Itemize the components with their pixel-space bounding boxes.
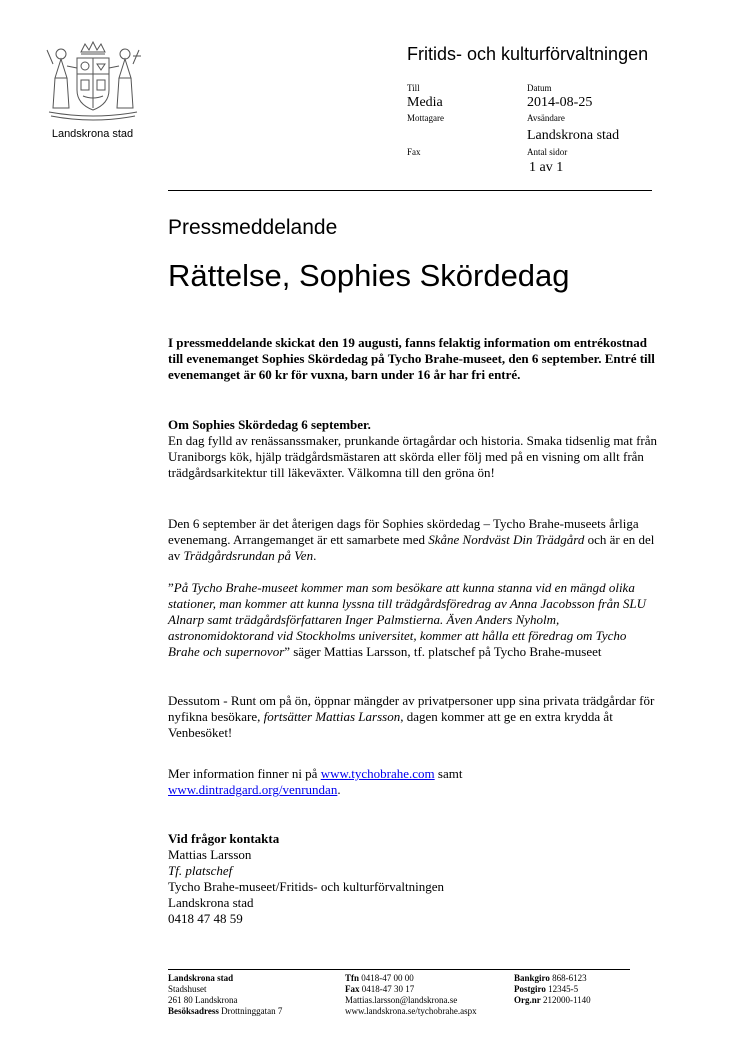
about-text: En dag fylld av renässanssmaker, prunkande örtagårdar och historia. Smaka tidsenlig mat från Uraniborgs kök, hjälp trädgårdsmästaren att skörda eller följ med på en visning om allt från trädgårdsarkitektur till läkeväxter. Välkomna till den gröna ön! bbox=[168, 433, 657, 480]
footer-tfn-value: 0418-47 00 00 bbox=[359, 973, 414, 983]
header-divider bbox=[168, 190, 652, 191]
paragraph-2 bbox=[168, 516, 658, 564]
p2-text-a: Den 6 september är det återigen dags för Sophies skördedag – Tycho Brahe-museets årliga evenemang. Arrangemanget är ett samarbete med bbox=[168, 516, 639, 547]
document-type: Pressmeddelande bbox=[168, 216, 338, 239]
p4-text-a: Dessutom - Runt om på ön, öppnar mängder av privatpersoner upp sina privata trädgårdar för nyfikna besökare, bbox=[168, 693, 655, 724]
contact-name: Mattias Larsson bbox=[168, 847, 252, 862]
quote-open: ” bbox=[168, 580, 174, 595]
mottagare-label: Mottagare bbox=[407, 113, 444, 123]
footer-visit-address: Drottninggatan 7 bbox=[218, 1006, 283, 1016]
footer-postgiro-label: Postgiro bbox=[514, 984, 546, 994]
paragraph-4 bbox=[168, 693, 658, 741]
footer-building: Stadshuset bbox=[168, 984, 207, 994]
quote-attribution: ” säger Mattias Larsson, tf. platschef på Tycho Brahe-museet bbox=[284, 644, 602, 659]
about-section bbox=[168, 417, 658, 481]
footer-fax-label: Fax bbox=[345, 984, 360, 994]
till-label: Till bbox=[407, 83, 420, 93]
p2-text-b: och är en del av bbox=[168, 532, 655, 563]
footer-org-name: Landskrona stad bbox=[168, 973, 234, 983]
footer-orgnr-value: 212000-1140 bbox=[540, 995, 591, 1005]
footer-orgnr-label: Org.nr bbox=[514, 995, 541, 1005]
antal-sidor-value: 1 av 1 bbox=[529, 160, 564, 175]
footer-email: Mattias.larsson@landskrona.se bbox=[345, 995, 458, 1005]
dintradgard-link[interactable]: www.dintradgard.org/venrundan bbox=[168, 782, 338, 797]
p4-emphasis: fortsätter Mattias Larsson bbox=[263, 709, 401, 724]
p4-text-b: , dagen kommer att ge en extra krydda åt Venbesöket! bbox=[168, 709, 613, 740]
footer-tfn-label: Tfn bbox=[345, 973, 360, 983]
more-text-a: Mer information finner ni på bbox=[168, 766, 321, 781]
antal-sidor-label: Antal sidor bbox=[527, 147, 568, 157]
about-heading: Om Sophies Skördedag 6 september. bbox=[168, 417, 371, 432]
p2-text-c: . bbox=[313, 548, 317, 563]
p2-emphasis-2: Trädgårdsrundan på Ven bbox=[183, 548, 314, 563]
contact-role: Tf. platschef bbox=[168, 863, 233, 878]
quote-text: På Tycho Brahe-museet kommer man som besökare att kunna stanna vid en mängd olika stationer, man kommer att kunna lyssna till trädgårdsföredrag av Anna Jacobsson från SLU Alnarp samt trädgårdsförfattaren Inger Palmstierna. Även Anders Nyholm, astronomidoktorand vid Stockholms universitet, kommer att hålla ett föredrag om Tycho Brahe och supernovor bbox=[168, 580, 646, 659]
footer-bankgiro-label: Bankgiro bbox=[514, 973, 550, 983]
contact-heading: Vid frågor kontakta bbox=[168, 831, 280, 846]
more-info-paragraph bbox=[168, 766, 658, 798]
contact-org: Tycho Brahe-museet/Fritids- och kulturförvaltningen bbox=[168, 879, 444, 894]
contact-city: Landskrona stad bbox=[168, 895, 254, 910]
more-text-c: . bbox=[337, 782, 341, 797]
avsandare-label: Avsändare bbox=[527, 113, 565, 123]
footer-web: www.landskrona.se/tychobrahe.aspx bbox=[345, 1006, 477, 1016]
contact-phone: 0418 47 48 59 bbox=[168, 911, 243, 926]
p2-emphasis-1: Skåne Nordväst Din Trädgård bbox=[428, 532, 585, 547]
till-value: Media bbox=[407, 95, 443, 110]
page-title: Rättelse, Sophies Skördedag bbox=[168, 258, 570, 293]
footer-contact bbox=[345, 973, 477, 1017]
avsandare-value: Landskrona stad bbox=[527, 128, 620, 143]
logo-text: Landskrona stad bbox=[51, 128, 134, 140]
footer-bankgiro-value: 868-6123 bbox=[549, 973, 587, 983]
footer-fax-value: 0418-47 30 17 bbox=[359, 984, 415, 994]
footer-postgiro-value: 12345-5 bbox=[545, 984, 579, 994]
footer-postal: 261 80 Landskrona bbox=[168, 995, 238, 1005]
coat-of-arms-icon bbox=[43, 38, 143, 126]
contact-section bbox=[168, 831, 658, 927]
tychobrahe-link[interactable]: www.tychobrahe.com bbox=[320, 766, 435, 781]
fax-label: Fax bbox=[407, 147, 421, 157]
intro-text: I pressmeddelande skickat den 19 augusti, fanns felaktig information om entrékostnad till evenemanget Sophies Skördedag på Tycho Brahe-museet, den 6 september. Entré till evenemanget är 60 kr för vuxna, barn under 16 år har fri entré. bbox=[168, 335, 655, 382]
datum-label: Datum bbox=[527, 83, 552, 93]
footer-divider bbox=[168, 969, 630, 970]
footer-visit-label: Besöksadress bbox=[168, 1006, 219, 1016]
footer-bank bbox=[514, 973, 591, 1006]
datum-value: 2014-08-25 bbox=[527, 95, 593, 110]
logo bbox=[30, 38, 155, 148]
footer-address bbox=[168, 973, 282, 1017]
department-name: Fritids- och kulturförvaltningen bbox=[407, 44, 649, 64]
more-text-b: samt bbox=[434, 766, 463, 781]
intro-paragraph bbox=[168, 335, 658, 383]
quote-paragraph bbox=[168, 580, 658, 660]
